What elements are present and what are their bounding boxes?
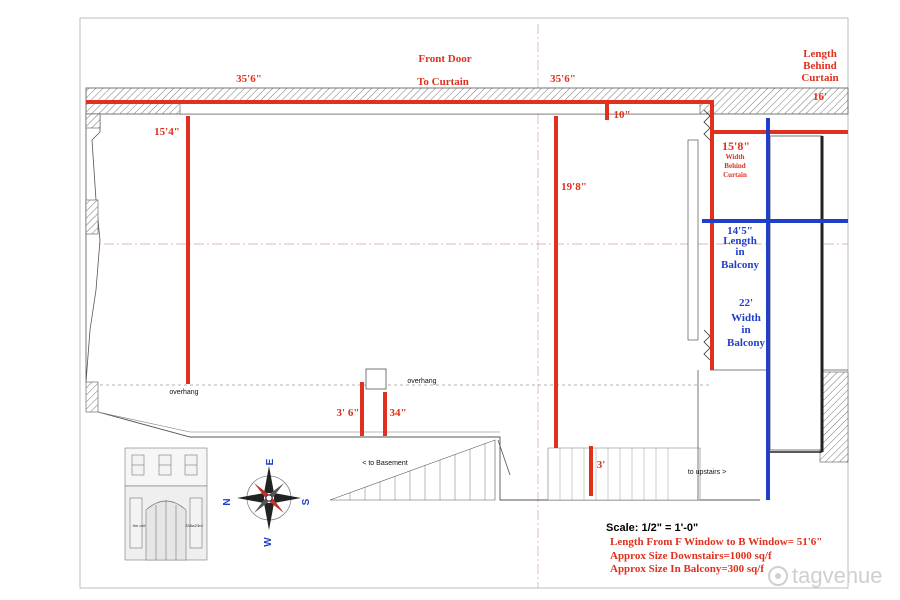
overhang-right-label: overhang: [407, 378, 437, 385]
front-door-label: Front Door: [418, 53, 472, 65]
bottom-wall-inner: [98, 412, 500, 432]
overhang-left-label: overhang: [169, 389, 199, 396]
dim-15-4: 15'4": [154, 126, 180, 138]
column: [366, 369, 386, 389]
watermark-logo-icon: [769, 567, 787, 585]
watermark-text: tagvenue: [792, 563, 883, 588]
compass-w: W: [263, 537, 274, 547]
dim-10: 10": [613, 109, 631, 121]
dim-14-5: 14'5": [727, 225, 753, 237]
width-behind-2: Behind: [724, 162, 746, 170]
note-downstairs: Approx Size Downstairs=1000 sq/f: [610, 550, 772, 562]
left-wall: [86, 114, 100, 382]
back-room-wall: [820, 372, 848, 462]
curtain-zigzag-bottom: [704, 330, 710, 360]
dim-22: 22': [738, 297, 754, 309]
upstairs-stairs: [548, 448, 700, 500]
length-balcony-1: Length: [723, 235, 757, 247]
length-behind-line3: Curtain: [801, 72, 839, 84]
building-facade-icon: [125, 448, 207, 560]
curtain-zigzag-top: [704, 110, 710, 140]
length-balcony-3: Balcony: [721, 259, 759, 271]
width-balcony-1: Width: [731, 312, 761, 324]
note-length: Length From F Window to B Window= 51'6": [610, 536, 823, 548]
width-behind-1: Width: [725, 153, 745, 161]
length-behind-line1: Length: [803, 48, 837, 60]
stage-edge: [688, 140, 698, 340]
left-wall-pier-top: [86, 114, 100, 128]
length-balcony-2: in: [735, 246, 745, 258]
dim-left-top: 35'6": [236, 73, 262, 85]
dim-15-8: 15'8": [722, 139, 750, 153]
compass-s: S: [301, 498, 312, 506]
balcony-area: [770, 136, 822, 450]
left-wall-window: [86, 200, 98, 234]
compass-rose-icon: [237, 466, 301, 530]
facade-sign-right: 338w23rd: [185, 523, 203, 528]
dim-3: 3': [596, 459, 606, 471]
scale-label: Scale: 1/2" = 1'-0": [606, 522, 699, 534]
left-wall-pier-bottom: [86, 382, 98, 412]
width-balcony-3: Balcony: [727, 337, 765, 349]
width-behind-3: Curtain: [723, 171, 747, 179]
note-balcony: Approx Size In Balcony=300 sq/f: [610, 563, 764, 575]
to-basement-label: < to Basement: [362, 460, 408, 467]
dim-behind: 16': [812, 91, 828, 103]
length-behind-line2: Behind: [803, 60, 837, 72]
compass-e: E: [265, 458, 276, 466]
dim-34: 34": [389, 407, 407, 419]
facade-sign-left: the cell: [132, 523, 146, 528]
to-upstairs-label: to upstairs >: [687, 469, 727, 476]
dim-19-8: 19'8": [561, 181, 587, 193]
to-curtain-label: To Curtain: [417, 76, 469, 88]
compass-n: N: [222, 498, 233, 506]
dim-right-top: 35'6": [550, 73, 576, 85]
width-balcony-2: in: [741, 324, 751, 336]
dim-3-6: 3' 6": [336, 407, 360, 419]
